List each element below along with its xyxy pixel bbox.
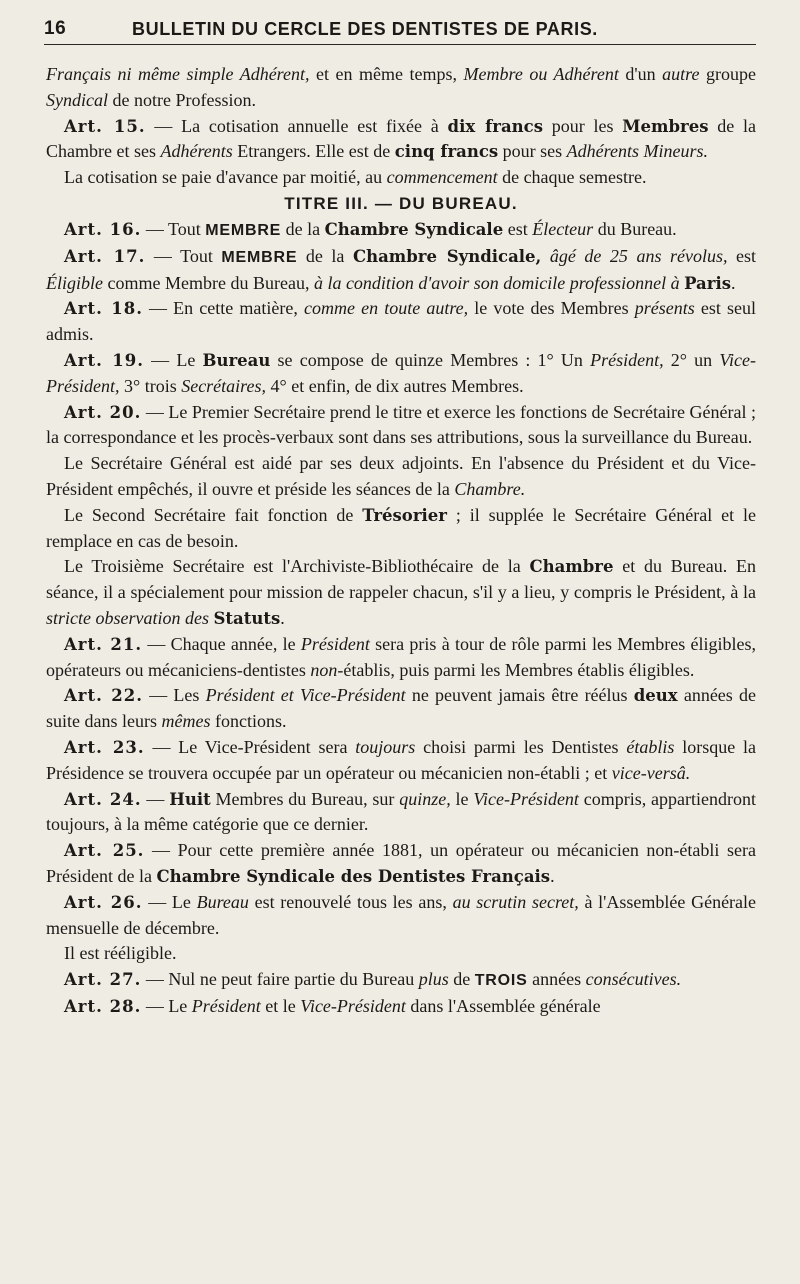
text-run: Chambre xyxy=(529,557,614,577)
text-run: commencement xyxy=(386,167,498,188)
text-run: — Les xyxy=(143,685,206,706)
article-label: Art. 25. xyxy=(64,841,145,861)
text-run: est xyxy=(727,245,757,266)
text-run: Bureau xyxy=(196,891,249,912)
text-run: Chambre Syndicale xyxy=(324,219,504,239)
text-run: Le Secrétaire Général est aidé par ses deux adjoints. En l'absence du Président et du Vice-Président empêchés, il ouvre et préside les séances de la xyxy=(46,453,756,499)
text-run: Vice-Président, xyxy=(46,349,757,396)
text-run: et en même temps, xyxy=(309,64,464,84)
article-label: Art. 24. xyxy=(64,789,142,809)
text-run: Président, xyxy=(590,349,664,370)
text-run: et du Bureau. En séance, il a spécialement pour mission de rappeler chacun, s'il y a lieu, y compris le Président, à la xyxy=(46,556,756,603)
text-run: sera pris à tour de rôle parmi les Membres éligibles, opérateurs ou mécaniciens-dentistes xyxy=(46,633,757,680)
text-run: de la xyxy=(281,218,325,239)
paragraph xyxy=(46,890,756,942)
text-run: comme Membre du Bureau, xyxy=(103,272,314,293)
text-run: Membre ou Adhérent xyxy=(463,64,619,84)
text-run: Vice-Président xyxy=(473,788,579,809)
text-run: ne peuvent jamais être réélus xyxy=(405,685,634,706)
text-run: Membres xyxy=(622,116,709,136)
text-run: Paris xyxy=(684,273,731,293)
text-run: — xyxy=(141,788,170,809)
text-run: La cotisation se paie d'avance par moitié, au xyxy=(64,167,387,188)
text-run: dans l'Assemblée générale xyxy=(405,995,601,1016)
text-run: autre xyxy=(662,64,700,84)
paragraph xyxy=(46,967,756,994)
text-run: Électeur xyxy=(532,218,594,239)
text-run: — Le Vice-Président sera xyxy=(144,736,356,757)
text-run: Secrétaires, xyxy=(181,375,267,396)
text-run: — Tout xyxy=(141,218,206,239)
text-run: ; il supplée le Secrétaire Général et le remplace en cas de besoin. xyxy=(46,504,756,551)
paragraph xyxy=(46,62,756,114)
text-run: -établis, puis parmi les Membres établis éligibles. xyxy=(337,659,695,680)
article-label: Art. 23. xyxy=(64,737,145,757)
article-label: Art. 18. xyxy=(64,299,143,319)
text-run: Bureau xyxy=(202,350,271,370)
text-run: non xyxy=(310,659,338,680)
text-run: est xyxy=(503,218,533,239)
paragraph xyxy=(46,683,756,735)
paragraph xyxy=(46,632,756,684)
text-run: et le xyxy=(260,995,301,1016)
text-run: — Chaque année, le xyxy=(142,633,301,654)
text-run: Président xyxy=(191,995,261,1016)
page-number: 16 xyxy=(44,18,67,39)
text-run: Adhérents xyxy=(160,141,233,162)
article-label: Art. 28. xyxy=(64,996,142,1016)
text-run: MEMBRE xyxy=(205,221,282,239)
document-body xyxy=(46,62,756,1020)
text-run: Etrangers. Elle est de xyxy=(232,141,395,162)
text-run: stricte observation des xyxy=(46,607,209,628)
text-run: de notre Profession. xyxy=(107,89,256,110)
text-run: le xyxy=(450,788,474,809)
text-run: Statuts xyxy=(213,608,281,628)
text-run: — En cette matière, xyxy=(142,298,304,319)
text-run: 3° trois xyxy=(119,375,182,396)
text-run: de chaque semestre. xyxy=(497,167,647,188)
text-run: pour les xyxy=(543,115,623,136)
text-run: cinq francs xyxy=(394,142,499,162)
article-label: Art. 27. xyxy=(64,970,142,990)
text-run: vice-versâ. xyxy=(611,762,691,783)
text-run: . xyxy=(280,607,285,628)
paragraph xyxy=(46,838,756,890)
text-run: Chambre. xyxy=(454,478,526,499)
text-run: Syndical xyxy=(46,89,108,110)
text-run: — La cotisation annuelle est fixée à xyxy=(145,115,448,136)
paragraph xyxy=(46,348,756,400)
running-title: BULLETIN DU CERCLE DES DENTISTES DE PARIS. xyxy=(132,19,598,39)
paragraph xyxy=(46,735,756,787)
text-run: Trésorier xyxy=(362,505,447,525)
article-label: Art. 16. xyxy=(64,219,142,239)
text-run: âgé de 25 ans révolus, xyxy=(549,245,728,266)
article-label: Art. 22. xyxy=(64,686,144,706)
paragraph xyxy=(46,787,756,839)
text-run: établis xyxy=(626,736,675,757)
text-run: présents xyxy=(634,298,695,319)
text-run: de la Chambre et ses xyxy=(46,115,757,162)
text-run: — Nul ne peut faire partie du Bureau xyxy=(141,969,419,990)
text-run: deux xyxy=(633,686,678,706)
text-run: Président xyxy=(300,633,370,654)
text-run: quinze, xyxy=(399,788,451,809)
text-run: consécutives. xyxy=(585,969,682,990)
text-run: fonctions. xyxy=(210,711,287,732)
text-run: TROIS xyxy=(474,972,528,990)
article-label: Art. 19. xyxy=(64,350,144,370)
text-run: MEMBRE xyxy=(221,248,298,266)
text-run: Français ni même simple Adhérent, xyxy=(46,64,310,84)
text-run: . xyxy=(550,865,555,886)
paragraph xyxy=(46,217,756,244)
text-run: compris, appartiendront toujours, à la même catégorie que ce dernier. xyxy=(46,788,756,835)
paragraph xyxy=(46,165,756,191)
text-run: toujours xyxy=(355,736,416,757)
text-run: lorsque la Présidence se trouvera occupée par un opérateur ou mécanicien non-établi ; et xyxy=(46,736,756,783)
article-label: Art. 17. xyxy=(64,246,146,266)
text-run: est seul admis. xyxy=(46,298,756,345)
text-run: — Le xyxy=(141,995,192,1016)
text-run: Éligible xyxy=(46,272,103,293)
text-run: le vote des Membres xyxy=(468,298,635,319)
article-label: Art. 15. xyxy=(64,116,146,136)
text-run: pour ses xyxy=(498,141,567,162)
text-run: . xyxy=(731,272,736,293)
text-run: années xyxy=(527,969,586,990)
paragraph xyxy=(46,296,756,348)
paragraph xyxy=(46,244,756,297)
paragraph xyxy=(46,451,756,503)
text-run: au scrutin secret, xyxy=(452,891,579,912)
text-run: années de suite dans leurs xyxy=(46,685,756,732)
text-run: — Pour cette première année 1881, un opérateur ou mécanicien non-établi sera Président de la xyxy=(46,840,756,886)
article-label: Art. 21. xyxy=(64,634,143,654)
text-run: — Le xyxy=(142,891,197,912)
text-run: — Le xyxy=(144,349,203,370)
text-run: à la condition d'avoir son domicile professionnel à xyxy=(313,272,680,293)
article-label: Art. 20. xyxy=(64,402,142,422)
text-run: Vice-Président xyxy=(300,995,406,1016)
text-run: comme en toute autre, xyxy=(304,298,469,319)
text-run: Membres du Bureau, sur xyxy=(210,788,400,809)
paragraph xyxy=(46,114,756,166)
page-header xyxy=(44,14,756,45)
text-run: du Bureau. xyxy=(593,218,677,239)
paragraph xyxy=(46,994,756,1020)
text-run: Président et Vice-Président xyxy=(205,685,406,706)
text-run: 4° et enfin, de dix autres Membres. xyxy=(266,375,524,396)
paragraph xyxy=(46,941,756,967)
paragraph xyxy=(46,554,756,631)
paragraph xyxy=(46,400,756,452)
text-run: de la xyxy=(297,245,353,266)
article-label: Art. 26. xyxy=(64,892,143,912)
text-run: 2° un xyxy=(663,349,720,370)
text-run: dix francs xyxy=(447,116,543,136)
text-run: Il est rééligible. xyxy=(64,943,177,964)
text-run: d'un xyxy=(618,64,663,84)
text-run: Chambre Syndicale, xyxy=(352,246,542,266)
text-run: de xyxy=(448,969,475,990)
section-title xyxy=(46,191,756,217)
text-run: groupe xyxy=(699,64,756,84)
text-run: — Tout xyxy=(145,245,222,266)
text-run: — Le Premier Secrétaire prend le titre et exerce les fonctions de Secrétaire Général ; la correspondance et les procès-verbaux sont dans ses attributions, sous la surveillance du Bureau. xyxy=(46,401,756,448)
text-run: TITRE III. — DU BUREAU. xyxy=(284,193,518,213)
text-run: Adhérents Mineurs. xyxy=(566,141,708,162)
text-run: Huit xyxy=(169,789,211,809)
text-run: est renouvelé tous les ans, xyxy=(248,891,453,912)
text-run: à l'Assemblée Générale mensuelle de décembre. xyxy=(46,891,757,938)
text-run: Le Troisième Secrétaire est l'Archiviste-Bibliothécaire de la xyxy=(64,556,530,577)
text-run: se compose de quinze Membres : 1° Un xyxy=(270,349,591,370)
text-run: Le Second Secrétaire fait fonction de xyxy=(64,504,363,525)
text-run: plus xyxy=(418,969,449,990)
paragraph xyxy=(46,503,756,555)
text-run: mêmes xyxy=(161,711,211,732)
text-run: Chambre Syndicale des Dentistes Français xyxy=(156,866,551,886)
text-run: choisi parmi les Dentistes xyxy=(415,736,627,757)
text-run xyxy=(541,246,550,266)
